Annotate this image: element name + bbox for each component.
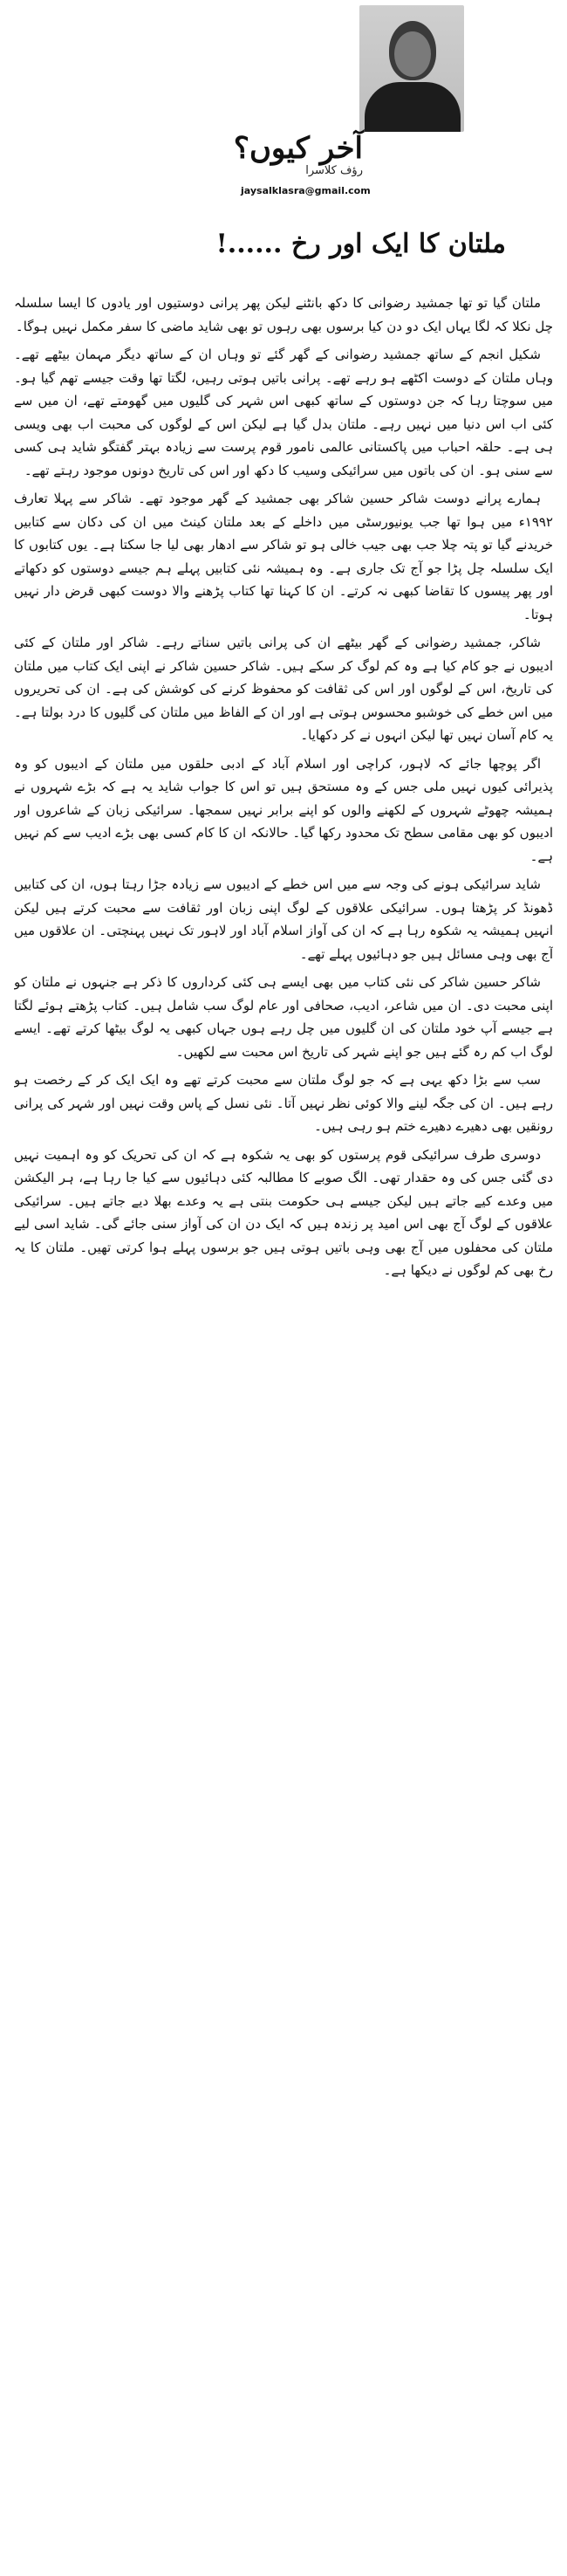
article-paragraph: شاید سرائیکی ہونے کی وجہ سے میں اس خطے کے ادیبوں سے زیادہ جڑا رہتا ہوں، ان کی کتابیں ڈھونڈ کر پڑھتا ہوں۔ سرائیکی علاقوں کے لوگ اپنی زبان اور ثقافت سے محبت کرتے ہیں لیکن انہیں ہمیشہ یہ شکوہ رہا ہے کہ ان کی آواز اسلام آباد اور لاہور تک نہیں پہنچتی۔ ان علاقوں میں آج بھی وہی مسائل ہیں جو دہائیوں پہلے تھے۔: [14, 876, 553, 962]
article-paragraph: ہمارے پرانے دوست شاکر حسین شاکر بھی جمشید کے گھر موجود تھے۔ شاکر سے پہلا تعارف ۱۹۹۲ء میں ہوا تھا جب یونیورسٹی میں داخلے کے بعد ملتان کینٹ میں ان کی دکان سے کتابیں خریدنے گیا تو پتہ چلا جب بھی جیب خالی ہو تو شاکر سے ادھار بھی لیا جا سکتا ہے۔ یوں کتابوں کا ایک سلسلہ چل پڑا جو آج تک جاری ہے۔ وہ ہمیشہ نئی کتابیں پہلے ہم جیسے دوستوں کو دکھاتے اور پھر پیسوں کا تقاضا کبھی نہ کرتے۔ ان کا کہنا تھا کتاب پڑھنے والا دوست کبھی قرض دار نہیں ہوتا۔: [14, 491, 553, 622]
article-paragraph: دوسری طرف سرائیکی قوم پرستوں کو بھی یہ شکوہ ہے کہ ان کی تحریک کو وہ اہمیت نہیں دی گئی جس کی وہ حقدار تھی۔ الگ صوبے کا مطالبہ کئی دہائیوں سے کیا جا رہا ہے، ہر الیکشن میں وعدے کیے جاتے ہیں لیکن جیسے ہی حکومت بنتی ہے یہ وعدے بھلا دیے جاتے ہیں۔ سرائیکی علاقوں کے لوگ آج بھی اس امید پر زندہ ہیں کہ ایک دن ان کی آواز سنی جائے گی۔ شاید اسی لیے ملتان کی محفلوں میں آج بھی وہی باتیں ہوتی ہیں جو برسوں پہلے ہوا کرتی تھیں۔ ملتان کا یہ رخ بھی کم لوگوں نے دیکھا ہے۔: [14, 1146, 553, 1278]
article-headline: ملتان کا ایک اور رخ ......!: [215, 229, 506, 259]
article-paragraph: شاکر حسین شاکر کی نئی کتاب میں بھی ایسے ہی کئی کرداروں کا ذکر ہے جنہوں نے ملتان کو اپنی محبت دی۔ ان میں شاعر، ادیب، صحافی اور عام لوگ سب شامل ہیں۔ کتاب پڑھتے ہوئے لگتا ہے جیسے آپ خود ملتان کی ان گلیوں میں چل رہے ہوں جہاں کبھی یہ لوگ بیٹھا کرتے تھے۔ ایسے لوگ اب کم رہ گئے ہیں جو اپنے شہر کی تاریخ اس محبت سے لکھیں۔: [14, 974, 553, 1060]
author-email: jaysalklasra@gmail.com: [241, 185, 371, 196]
article-paragraph: ملتان گیا تو تھا جمشید رضوانی کا دکھ بانٹنے لیکن پھر پرانی دوستیوں اور یادوں کا ایسا سلسلہ چل نکلا کہ لگا یہاں ایک دو دن کیا برسوں بھی رہوں تو بھی شاید ماضی کا سفر مکمل نہیں ہوگا۔: [14, 295, 553, 334]
column-name: آخر کیوں؟: [233, 131, 363, 166]
article-paragraph: شاکر، جمشید رضوانی کے گھر بیٹھے ان کی پرانی باتیں سناتے رہے۔ شاکر اور ملتان کے کئی ادیبوں نے جو کام کیا ہے وہ کم لوگ کر سکے ہیں۔ شاکر حسین شاکر نے اپنی ایک کتاب میں ملتان کی تاریخ، اس کے لوگوں اور اس کی ثقافت کو محفوظ کرنے کی کوشش کی ہے۔ ان کی تحریروں میں اس خطے کی خوشبو محسوس ہوتی ہے اور ان کے الفاظ میں ملتان کی گلیوں کا درد بولتا ہے۔ یہ کام آسان نہیں تھا لیکن انہوں نے کر دکھایا۔: [14, 635, 553, 743]
article-paragraph: شکیل انجم کے ساتھ جمشید رضوانی کے گھر گئے تو وہاں ان کے ساتھ دیگر مہمان بیٹھے تھے۔ وہاں ملتان کے دوست اکٹھے ہو رہے تھے۔ پرانی باتیں ہوتی رہیں، لگتا تھا وقت جیسے تھم گیا ہو۔ میں سوچتا رہا کہ جن دوستوں کے ساتھ کبھی اس شہر کی گلیوں میں گھومتے تھے، ان میں سے کئی اب اس دنیا میں نہیں رہے۔ ملتان بدل گیا ہے لیکن اس کے لوگوں کی محبت اب بھی ویسی ہی ہے۔ حلقہ احباب میں پاکستانی عالمی نامور قوم پرست سے زیادہ بہتر گفتگو شاید ہی کسی سے سنی ہو۔ ان کی باتوں میں سرائیکی وسیب کا دکھ اور اس کی تاریخ دونوں موجود رہتے تھے۔: [14, 347, 553, 478]
author-jacket: [365, 82, 461, 132]
author-photo: [359, 5, 464, 132]
author-face: [394, 31, 431, 77]
article-body: [14, 292, 553, 2561]
column-masthead: [0, 0, 567, 279]
article-paragraph: اگر پوچھا جائے کہ لاہور، کراچی اور اسلام آباد کے ادبی حلقوں میں ملتان کے ادیبوں کو وہ پذیرائی کیوں نہیں ملی جس کے وہ مستحق ہیں تو اس کا جواب شاید یہ ہے کہ بڑے شہروں نے ہمیشہ چھوٹے شہروں کے لکھنے والوں کو اپنے برابر نہیں سمجھا۔ سرائیکی زبان کے شاعروں اور ادیبوں کو بھی مقامی سطح تک محدود رکھا گیا۔ حالانکہ ان کا کام کسی بھی بڑے ادیب سے کم نہیں ہے۔: [14, 755, 553, 864]
article-paragraph: سب سے بڑا دکھ یہی ہے کہ جو لوگ ملتان سے محبت کرتے تھے وہ ایک ایک کر کے رخصت ہو رہے ہیں۔ ان کی جگہ لینے والا کوئی نظر نہیں آتا۔ نئی نسل کے پاس وقت نہیں اور شہر کی پرانی رونقیں بھی دھیرے دھیرے ختم ہو رہی ہیں۔: [14, 1072, 553, 1134]
author-byline: رؤف کلاسرا: [305, 164, 363, 177]
